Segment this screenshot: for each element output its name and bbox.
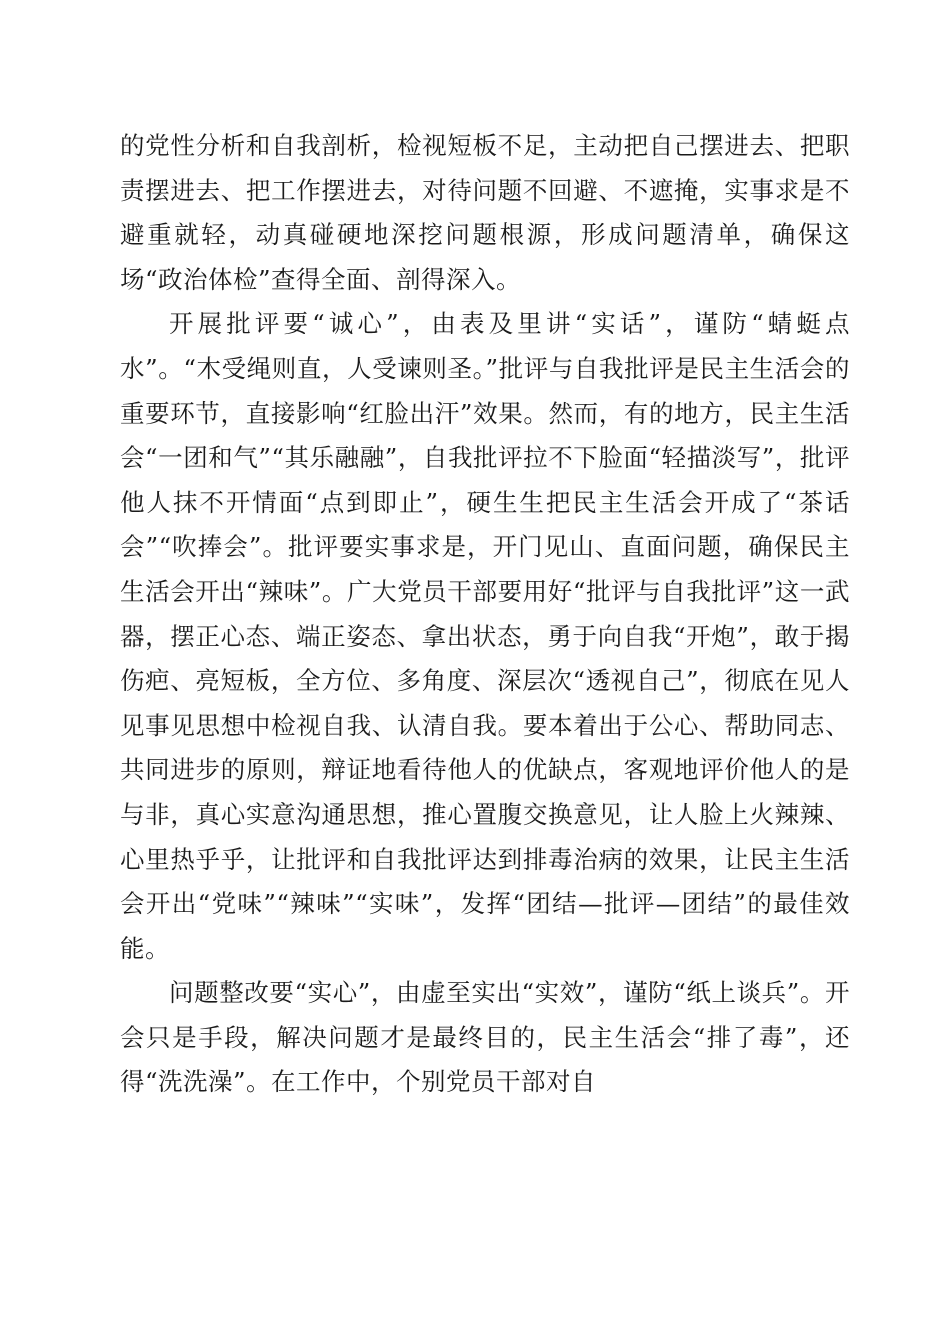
document-body — [120, 124, 850, 1105]
paragraph-3: 问题整改要“实心”，由虚至实出“实效”，谨防“纸上谈兵”。开会只是手段，解决问题才是最终目的，民主生活会“排了毒”，还得“洗洗澡”。在工作中，个别党员干部对自 — [120, 978, 850, 1097]
paragraph-1: 的党性分析和自我剖析，检视短板不足，主动把自己摆进去、把职责摆进去、把工作摆进去，对待问题不回避、不遮掩，实事求是不避重就轻，动真碰硬地深挖问题根源，形成问题清单，确保这场“政治体检”查得全面、剖得深入。 — [120, 131, 850, 294]
paragraph-2: 开展批评要“诚心”，由表及里讲“实话”，谨防“蜻蜓点水”。“木受绳则直，人受谏则圣。”批评与自我批评是民主生活会的重要环节，直接影响“红脸出汗”效果。然而，有的地方，民主生活会“一团和气”“其乐融融”，自我批评拉不下脸面“轻描淡写”，批评他人抹不开情面“点到即止”，硬生生把民主生活会开成了“茶话会”“吹捧会”。批评要实事求是，开门见山、直面问题，确保民主生活会开出“辣味”。广大党员干部要用好“批评与自我批评”这一武器，摆正心态、端正姿态、拿出状态，勇于向自我“开炮”，敢于揭伤疤、亮短板，全方位、多角度、深层次“透视自己”，彻底在见人见事见思想中检视自我、认清自我。要本着出于公心、帮助同志、共同进步的原则，辩证地看待他人的优缺点，客观地评价他人的是与非，真心实意沟通思想，推心置腹交换意见，让人脸上火辣辣、心里热乎乎，让批评和自我批评达到排毒治病的效果，让民主生活会开出“党味”“辣味”“实味”，发挥“团结—批评—团结”的最佳效能。 — [120, 309, 850, 963]
